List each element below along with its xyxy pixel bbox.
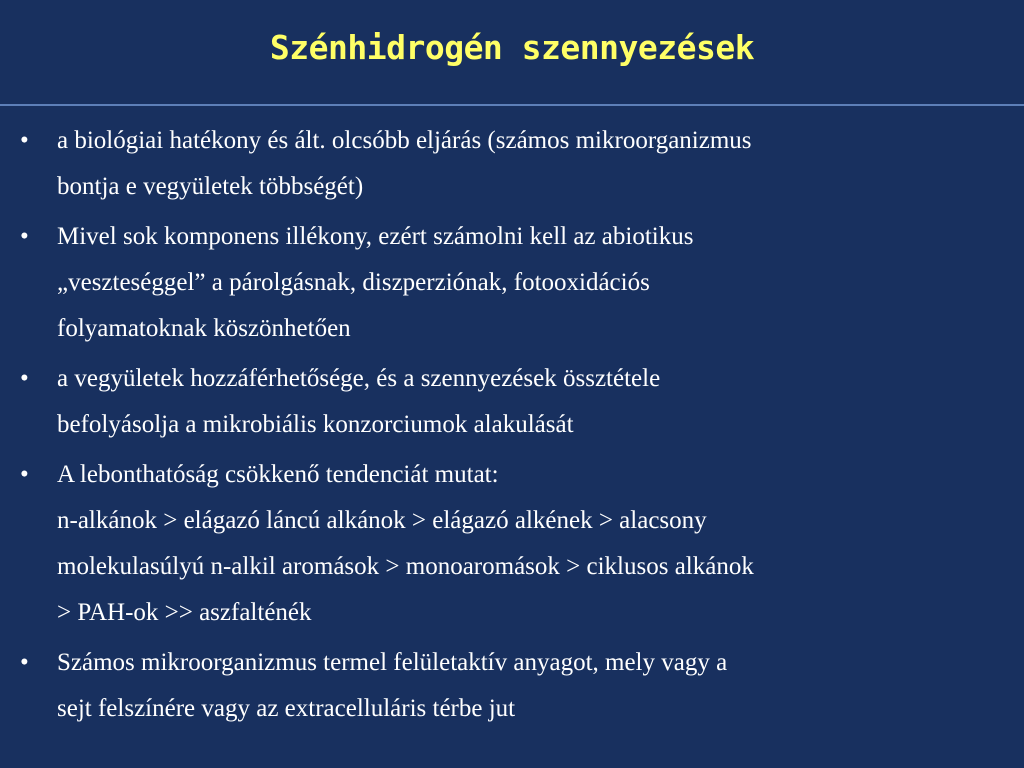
bullet-text-line: sejt felszínére vagy az extracelluláris térbe jut: [57, 695, 516, 722]
bullet-text-line: A lebonthatóság csökkenő tendenciát mutat:: [57, 461, 499, 488]
bullet-list: [0, 118, 1024, 736]
bullet-text-line: folyamatoknak köszönhetően: [57, 315, 351, 342]
bullet-icon: •: [20, 127, 29, 154]
bullet-icon: •: [20, 461, 29, 488]
bullet-item: [0, 214, 1024, 352]
bullet-text-line: n-alkánok > elágazó láncú alkánok > elágazó alkének > alacsony: [57, 507, 707, 534]
bullet-item: [0, 452, 1024, 636]
bullet-text-line: Mivel sok komponens illékony, ezért számolni kell az abiotikus: [57, 223, 694, 250]
title-divider: [0, 104, 1024, 106]
bullet-icon: •: [20, 649, 29, 676]
bullet-item: [0, 640, 1024, 732]
bullet-item: [0, 118, 1024, 210]
bullet-item: [0, 356, 1024, 448]
bullet-text-line: molekulasúlyú n-alkil aromások > monoaromások > ciklusos alkánok: [57, 553, 754, 580]
bullet-text-line: bontja e vegyületek többségét): [57, 173, 364, 200]
bullet-text-line: befolyásolja a mikrobiális konzorciumok alakulását: [57, 411, 574, 438]
slide-title: Szénhidrogén szennyezések: [269, 28, 755, 67]
bullet-icon: •: [20, 223, 29, 250]
bullet-text-line: „veszteséggel” a párolgásnak, diszperziónak, fotooxidációs: [57, 269, 650, 296]
bullet-text-line: a biológiai hatékony és ált. olcsóbb eljárás (számos mikroorganizmus: [57, 127, 752, 154]
bullet-text-line: a vegyületek hozzáférhetősége, és a szennyezések össztétele: [57, 365, 661, 392]
bullet-icon: •: [20, 365, 29, 392]
bullet-text-line: Számos mikroorganizmus termel felületaktív anyagot, mely vagy a: [57, 649, 728, 676]
bullet-text-line: > PAH-ok >> aszfalténék: [57, 599, 312, 626]
